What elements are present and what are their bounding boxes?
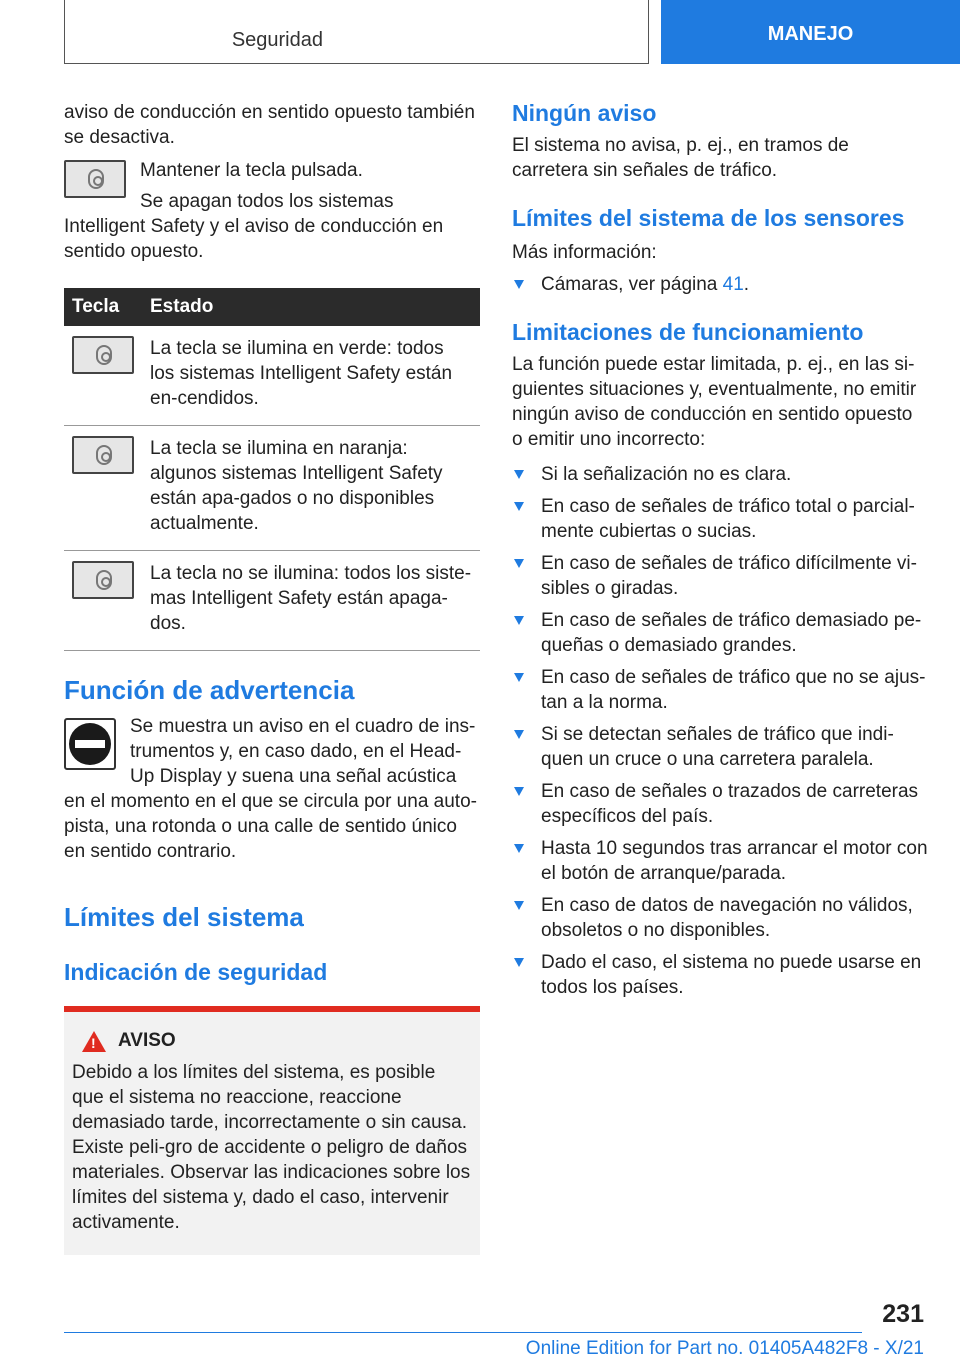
table-cell-state: La tecla se ilumina en verde: todos los sistemas Intelligent Safety están en-cendidos.: [142, 326, 480, 426]
list-item-text: En caso de señales de tráfico total o parcial-mente cubiertas o sucias.: [541, 496, 915, 542]
page-number: 231: [882, 1300, 924, 1328]
table-row: [64, 326, 480, 426]
bullet-triangle-icon: [514, 958, 524, 967]
page-link[interactable]: 41: [722, 274, 744, 295]
header-box: [64, 0, 649, 64]
key-off-icon: [72, 561, 134, 599]
list-item-text: En caso de señales o trazados de carreteras específicos del país.: [541, 781, 919, 827]
header-section-title: Seguridad: [231, 29, 323, 51]
footer-divider: [64, 1332, 862, 1333]
intelligent-safety-key-icon: [64, 160, 126, 198]
bullet-triangle-icon: [514, 616, 524, 625]
list-item: [512, 950, 928, 1000]
warning-box: [64, 1006, 480, 1255]
bullet-triangle-icon: [514, 730, 524, 739]
more-info-label: Más información:: [512, 242, 657, 263]
list-item-text: Si se detectan señales de tráfico que indi-quen un cruce o una carretera paralela.: [541, 724, 894, 770]
function-limits-text: La función puede estar limitada, p. ej., en las si-guientes situaciones y, eventualmente, no emitir ningún aviso de conducción en sentido opuesto o emitir uno incorrecto:: [512, 354, 917, 450]
bullet-triangle-icon: [514, 559, 524, 568]
header-chapter-tab[interactable]: MANEJO: [661, 0, 960, 64]
list-item: [512, 608, 928, 658]
list-item-text: Dado el caso, el sistema no puede usarse en todos los países.: [541, 952, 922, 998]
warning-function-heading: Función de advertencia: [64, 675, 355, 705]
list-item: [512, 779, 928, 829]
list-item-text: En caso de señales de tráfico difícilmente vi-sibles o giradas.: [541, 553, 917, 599]
list-item-text: Hasta 10 segundos tras arrancar el motor con el botón de arranque/parada.: [541, 838, 928, 884]
warning-function-text: Se muestra un aviso en el cuadro de ins-trumentos y, en caso dado, en el Head-Up Display y suena una señal acústica en el momento en el que se circula por una auto-pista, una rotonda o una calle de sentido único en sentido contrario.: [64, 716, 477, 862]
system-limits-heading: Límites del sistema: [64, 902, 304, 932]
warning-text: Debido a los límites del sistema, es posible que el sistema no reaccione, reaccione demasiado tarde, incorrectamente o sin causa. Existe peli-gro de accidente o peligro de daños materiales. Observar las indicaciones sobre los límites del sistema y, dado el caso, intervenir activamente.: [72, 1062, 471, 1233]
list-item-text: En caso de datos de navegación no válidos, obsoletos o no disponibles.: [541, 895, 913, 941]
hold-key-block: [64, 158, 480, 264]
list-item: [512, 665, 928, 715]
key-state-table: [64, 288, 480, 651]
no-warning-heading: Ningún aviso: [512, 100, 657, 126]
table-cell-state: La tecla no se ilumina: todos los siste-mas Intelligent Safety están apaga-dos.: [142, 551, 480, 651]
list-item: [512, 893, 928, 943]
bullet-triangle-icon: [514, 901, 524, 910]
cameras-end: .: [743, 274, 750, 295]
table-header-state: Estado: [142, 288, 480, 326]
list-item: [512, 722, 928, 772]
list-item: [512, 462, 928, 487]
key-orange-icon: [72, 436, 134, 474]
no-warning-text: El sistema no avisa, p. ej., en tramos de carretera sin señales de tráfico.: [512, 135, 849, 181]
sensor-limits-heading: Límites del sistema de los sensores: [512, 205, 905, 231]
warning-triangle-icon: [82, 1031, 106, 1052]
list-item: [512, 494, 928, 544]
bullet-triangle-icon: [514, 787, 524, 796]
hold-key-text: Mantener la tecla pulsada.: [140, 160, 363, 181]
list-item-text: En caso de señales de tráfico que no se ajus-tan a la norma.: [541, 667, 926, 713]
bullet-triangle-icon: [514, 844, 524, 853]
bullet-triangle-icon: [514, 470, 524, 479]
no-entry-sign-icon: [64, 718, 116, 770]
limitations-list: [512, 462, 928, 1000]
bullet-triangle-icon: [514, 280, 524, 289]
warning-function-block: [64, 714, 480, 864]
key-green-icon: [72, 336, 134, 374]
list-item-text: En caso de señales de tráfico demasiado pe-queñas o demasiado grandes.: [541, 610, 922, 656]
table-header-key: Tecla: [64, 288, 142, 326]
bullet-triangle-icon: [514, 673, 524, 682]
left-column: [64, 100, 480, 1255]
list-item: [512, 272, 928, 297]
table-row: [64, 426, 480, 551]
function-limits-heading: Limitaciones de funcionamiento: [512, 319, 864, 345]
intro-paragraph: aviso de conducción en sentido opuesto también se desactiva.: [64, 102, 475, 148]
hold-result-text: Se apagan todos los sistemas Intelligent Safety y el aviso de conducción en sentido opuesto.: [64, 191, 444, 262]
cameras-text: Cámaras, ver página: [541, 274, 723, 295]
safety-note-heading: Indicación de seguridad: [64, 959, 328, 985]
warning-label: AVISO: [118, 1030, 176, 1051]
list-item-text: Si la señalización no es clara.: [541, 464, 792, 485]
table-row: [64, 551, 480, 651]
table-cell-state: La tecla se ilumina en naranja: algunos sistemas Intelligent Safety están apa-gados o no disponibles actualmente.: [142, 426, 480, 551]
list-item: [512, 551, 928, 601]
right-column: [512, 100, 928, 1000]
bullet-triangle-icon: [514, 502, 524, 511]
footer-edition: Online Edition for Part no. 01405A482F8 - X/21: [525, 1338, 924, 1359]
list-item: [512, 836, 928, 886]
